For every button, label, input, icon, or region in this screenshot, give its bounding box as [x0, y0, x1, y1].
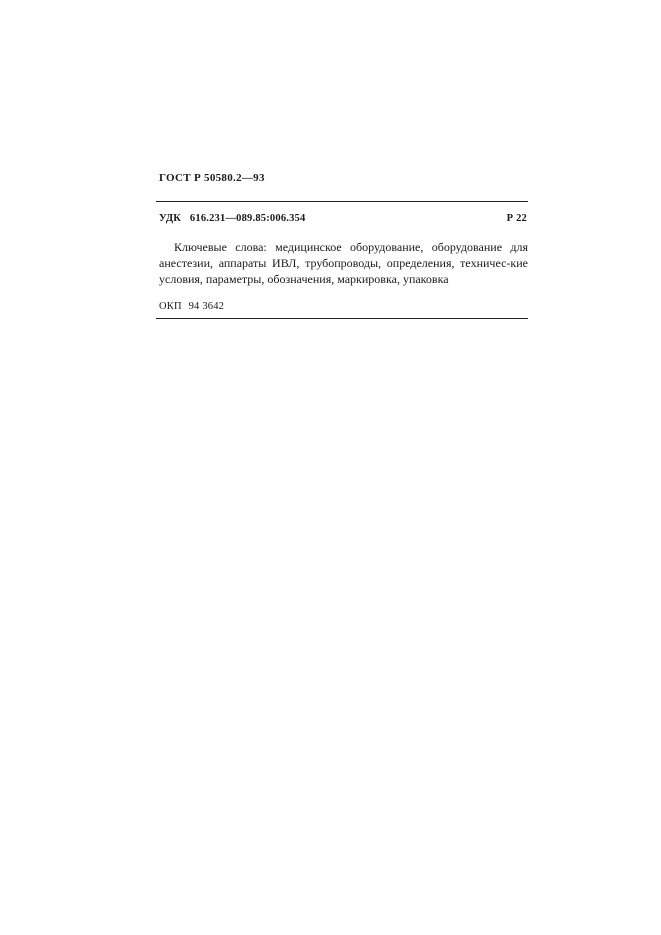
okp-label: ОКП	[159, 301, 182, 312]
keywords-paragraph: Ключевые слова: медицинское оборудование, оборудование для анестезии, аппараты ИВЛ, трубопроводы, определения, техничес-кие условия, параметры, обозначения, маркировка, упаковка	[159, 240, 528, 286]
udk-code: 616.231—089.85:006.354	[189, 213, 306, 224]
udk-label: УДК	[159, 213, 182, 224]
top-divider	[156, 201, 528, 202]
standard-header: ГОСТ Р 50580.2—93	[159, 172, 265, 184]
okp-row	[159, 301, 224, 312]
udk-row	[159, 213, 527, 224]
group-code: Р 22	[506, 213, 527, 224]
okp-code: 94 3642	[188, 301, 225, 312]
bottom-divider	[156, 318, 528, 319]
